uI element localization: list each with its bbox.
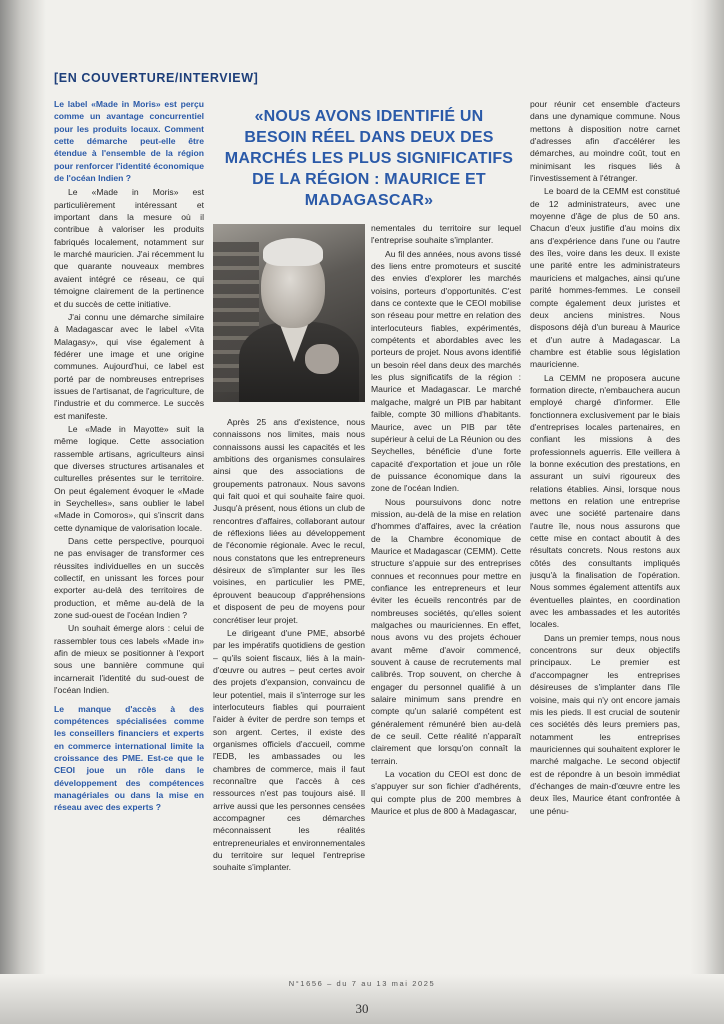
paragraph: Le board de la CEMM est constitué de 12 administrateurs, avec une moyenne d'âge de plus de 50 ans. Chacun d'eux justifie d'au moins dix ans d'expérience dans l'une ou l'autre des îles, voire dans les deux. Il existe une parité entre les administrateurs mauriciens et malgaches, ainsi qu'une parité hommes-femmes. Le conseil compte également deux juristes et deux anciens ministres. Nous disposons déjà d'un bureau à Maurice et d'un autre à Madagascar. La chambre est établie sous législation mauricienne. (530, 186, 680, 370)
article-headline: «NOUS AVONS IDENTIFIÉ UN BESOIN RÉEL DANS DEUX DES MARCHÉS LES PLUS SIGNIFICATIFS DE LA RÉGION : MAURICE ET MADAGASCAR» (224, 108, 514, 209)
paragraph: nementales du territoire sur lequel l'entreprise souhaite s'implanter. (371, 223, 521, 246)
interview-question: Le label «Made in Moris» est perçu comme un avantage concurrentiel pour les produits locaux. Comment cette démarche peut-elle être étendue à l'ensemble de la région pour renforcer l'identité économique de l'océan Indien ? (54, 99, 204, 184)
paragraph: Le «Made in Mayotte» suit la même logique. Cette association rassemble artisans, agriculteurs ainsi que diverses structures artisanales et culturelles présentes sur le territoire. On peut également évoquer le «Made in Seychelles», sans oublier le label «Made in Comoros», qui s'inscrit dans cette dynamique de valorisation locale. (54, 423, 204, 533)
paragraph: La vocation du CEOI est donc de s'appuyer sur son fichier d'adhérents, qui compte plus de 200 membres à Maurice et plus de 800 à Madagascar, (371, 769, 521, 817)
rubric-separator: / (174, 71, 179, 85)
paragraph: Nous poursuivons donc notre mission, au-delà de la mise en relation d'hommes d'affaires, avec la création de la Chambre économique de Maurice et Madagascar (CEMM). Cette structure s'appuie sur des entreprises connues et reconnues pour mettre en confiance les entrepreneurs et leur éviter les écueils rencontrés par de nombreuses sociétés, qu'elles soient malgaches ou mauriciennes. En effet, nous avons vu des projets échouer avant même d'avoir commencé, souvent à cause de recrutements mal calibrés. Trop souvent, on cherche à engager du personnel qualifié à un salaire minimum sans prendre en compte qu'un salarié compétent est généralement rémunéré bien au-delà de ce seuil. Cette réalité n'apparaît clairement que lorsqu'on connaît la terrain. (371, 496, 521, 766)
paragraph: Un souhait émerge alors : celui de rassembler tous ces labels «Made in» afin de mieux se positionner à l'export sous une bannière commune qui incarnerait l'identité du sud-ouest de l'océan Indien. (54, 623, 204, 696)
rubric-section: EN COUVERTURE (58, 71, 175, 85)
page-shadow-left (0, 0, 46, 1024)
section-rubric (54, 71, 258, 85)
issue-footer: N°1656 – du 7 au 13 mai 2025 (288, 979, 436, 988)
rubric-subsection: INTERVIEW (179, 71, 254, 85)
paragraph: Dans cette perspective, pourquoi ne pas envisager de transformer ces réussites individuelles en un succès collectif, en unissant les forces pour exporter au-delà des territoires de production, et même au-delà de la zone sud-ouest de l'océan Indien ? (54, 536, 204, 621)
paragraph: Après 25 ans d'existence, nous connaissons nos limites, mais nous connaissons aussi les capacités et les ambitions des organismes consulaires ainsi que des associations de groupements patronaux. Nous savons qui fait quoi et qui souhaite faire quoi. Jusqu'à présent, nous étions un club de rencontres d'affaires, collaborant autour de réflexions liées au développement de l'économie régionale. Avec le recul, nous constatons que les entrepreneurs désireux de s'implanter sur les îles voisines, en particulier les PME, éprouvent beaucoup d'appréhensions et disposent de peu de moyens pour concrétiser leur projet. (213, 417, 365, 625)
text-column-2 (213, 416, 365, 946)
paragraph: Au fil des années, nous avons tissé des liens entre promoteurs et suscité des envies d'explorer les marchés voisins, porteurs d'opportunités. C'est dans ce contexte que le CEOI mobilise son réseau pour mettre en relation des interlocuteurs fiables, expérimentés, compétents et abordables avec les porteurs de projet. Nous avons identifié un besoin réel dans deux des marchés les plus significatifs de la région : Maurice et Madagascar. Le marché malgache, malgré un PIB par habitant faible, compte 30 millions d'habitants. Maurice, avec un PIB par tête supérieur à celui de La Réunion ou des Seychelles, bénéficie d'une forte capacité d'exportation et joue un rôle de puissance économique dans la zone de l'océan Indien. (371, 248, 521, 494)
paragraph: Le «Made in Moris» est particulièrement intéressant et important dans la mesure où il contribue à valoriser les produits fabriqués localement, notamment sur le marché mauricien. J'ai récemment lu que quarante nouveaux membres avaient intégré ce réseau, ce qui témoigne clairement de la pertinence et du succès de cette initiative. (54, 187, 204, 309)
text-column-1 (54, 98, 204, 938)
page-shadow-right (690, 0, 724, 1024)
photo-hair (263, 238, 323, 266)
text-column-3 (371, 222, 521, 950)
interview-question: Le manque d'accès à des compétences spécialisées comme les conseillers financiers et experts en commerce international limite la croissance des PME. Est-ce que le CEOI joue un rôle dans le développement des compétences managériales ou dans la mise en réseau avec des experts ? (54, 703, 204, 813)
photo-hand (305, 344, 339, 374)
paragraph: pour réunir cet ensemble d'acteurs dans une dynamique commune. Nous mettons à disposition notre carnet d'adresses afin d'accélérer les démarches, au moindre coût, tout en minimisant les risques liés à l'investissement à l'étranger. (530, 99, 680, 184)
paragraph: J'ai connu une démarche similaire à Madagascar avec le label «Vita Malagasy», qui vise également à fédérer une image et une origine communes. Aujourd'hui, ce label est porté par de nombreuses entreprises issues de l'artisanat, de l'agriculture, de l'industrie et du commerce. Le succès est manifeste. (54, 311, 204, 421)
paragraph: Le dirigeant d'une PME, absorbé par les impératifs quotidiens de gestion – qu'ils soient fiscaux, liés à la main-d'œuvre ou autres – peut certes avoir des projets d'expansion, convaincu de leur potentiel, mais il s'interroge sur les interlocuteurs fiables qui pourraient l'aider à éviter de perdre son temps et son argent. Certes, il existe des organismes officiels d'accueil, comme l'EDB, les ambassades ou les chambres de commerce, mais il faut reconnaître que l'accès à ces ressources n'est pas toujours aisé. Il arrive aussi que les personnes censées accompagner ces démarches méconnaissent les réalités entrepreneuriales et environnementales du territoire sur lequel l'entreprise souhaite s'implanter. (213, 627, 365, 873)
paragraph: La CEMM ne proposera aucune formation directe, n'embauchera aucun employé chargé d'informer. Elle fonctionnera exclusivement par le biais d'entreprises locales partenaires, en confiant les missions à des professionnels aguerris. Elle veillera à la bonne exécution des prestations, en assurant un suivi rigoureux des relations établies. Ainsi, lorsque nous mettons en relation une entreprise avec une société partenaire dans l'autre île, nous nous assurons que cette mise en contact aboutit à des résultats concrets. Nous restons aux côtés des consultants impliqués jusqu'à la finalisation de l'opération. Nous sommes également attentifs aux éventuelles plaintes, en coordination avec les ambassades et les autorités locales. (530, 372, 680, 630)
portrait-photo (213, 224, 365, 402)
page-number: 30 (355, 1001, 369, 1016)
rubric-bracket-open: [ (54, 71, 59, 85)
paragraph: Dans un premier temps, nous nous concentrons sur deux objectifs principaux. Le premier est d'accompagner les entreprises désireuses de s'implanter dans l'île voisine, mais qui n'y ont encore jamais mis les pieds. Il est crucial de soutenir ces sociétés dès leurs premiers pas, notamment les entreprises mauriciennes qui souhaitent explorer le marché malgache. Le second objectif est de répondre à un besoin immédiat d'échanges de main-d'œuvre entre les deux îles, Maurice étant confrontée à une pénu- (530, 632, 680, 816)
text-column-4 (530, 98, 680, 972)
rubric-bracket-close: ] (253, 71, 259, 85)
